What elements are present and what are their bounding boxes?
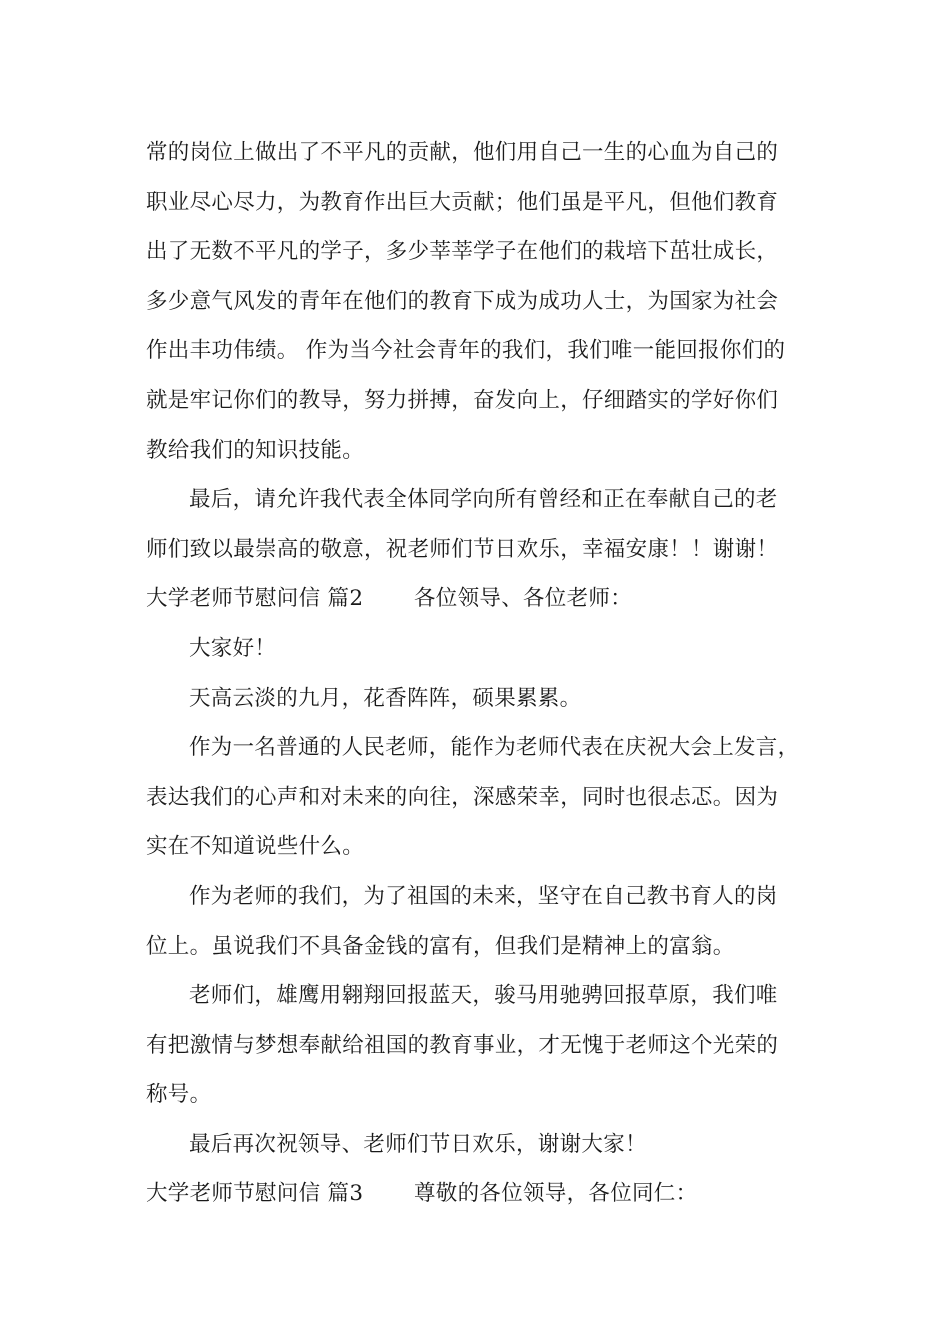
text-line: 教给我们的知识技能。 bbox=[146, 437, 365, 463]
text-line: 作出丰功伟绩。 作为当今社会青年的我们，我们唯一能回报你们的 bbox=[146, 338, 786, 364]
text-line: 表达我们的心声和对未来的向往，深感荣幸，同时也很忐忑。因为 bbox=[146, 784, 779, 810]
section-title: 大学老师节慰问信 篇2 bbox=[146, 586, 364, 612]
section-heading-3 bbox=[146, 1169, 836, 1219]
salutation: 尊敬的各位领导，各位同仁： bbox=[414, 1181, 698, 1207]
text-line: 作为老师的我们，为了祖国的未来，坚守在自己教书育人的岗 bbox=[189, 883, 778, 909]
text-line: 作为一名普通的人民老师，能作为老师代表在庆祝大会上发言， bbox=[189, 735, 800, 761]
text-line: 职业尽心尽力，为教育作出巨大贡献；他们虽是平凡，但他们教育 bbox=[146, 189, 779, 215]
paragraph-speech bbox=[146, 723, 836, 872]
paragraph-guard bbox=[146, 872, 836, 971]
paragraph-continuation bbox=[146, 128, 836, 475]
paragraph-final bbox=[146, 1120, 836, 1170]
paragraph-closing bbox=[146, 475, 836, 574]
text-line: 老师们，雄鹰用翱翔回报蓝天，骏马用驰骋回报草原，我们唯 bbox=[189, 983, 778, 1009]
text-line: 常的岗位上做出了不平凡的贡献，他们用自己一生的心血为自己的 bbox=[146, 140, 779, 165]
text-line: 大家好！ bbox=[189, 635, 277, 661]
text-line: 位上。虽说我们不具备金钱的富有，但我们是精神上的富翁。 bbox=[146, 933, 735, 959]
text-line: 就是牢记你们的教导，努力拼搏，奋发向上，仔细踏实的学好你们 bbox=[146, 387, 779, 413]
section-heading-2 bbox=[146, 574, 836, 624]
text-line: 有把激情与梦想奉献给祖国的教育事业，才无愧于老师这个光荣的 bbox=[146, 1032, 779, 1058]
text-line: 多少意气风发的青年在他们的教育下成为成功人士，为国家为社会 bbox=[146, 288, 779, 314]
text-line: 实在不知道说些什么。 bbox=[146, 834, 365, 860]
text-line: 师们致以最崇高的敬意，祝老师们节日欢乐，幸福安康！！谢谢！ bbox=[146, 536, 779, 562]
text-line: 称号。 bbox=[146, 1082, 212, 1108]
paragraph-weather bbox=[146, 674, 836, 724]
text-line: 天高云淡的九月，花香阵阵，硕果累累。 bbox=[189, 685, 582, 711]
section-title: 大学老师节慰问信 篇3 bbox=[146, 1181, 364, 1207]
salutation: 各位领导、各位老师： bbox=[414, 586, 633, 612]
document-body bbox=[146, 128, 836, 1219]
text-line: 最后再次祝领导、老师们节日欢乐，谢谢大家！ bbox=[189, 1131, 647, 1157]
paragraph-eagle bbox=[146, 971, 836, 1120]
text-line: 出了无数不平凡的学子，多少莘莘学子在他们的栽培下茁壮成长， bbox=[146, 239, 779, 265]
text-line: 最后，请允许我代表全体同学向所有曾经和正在奉献自己的老 bbox=[189, 487, 778, 513]
paragraph-greeting bbox=[146, 624, 836, 674]
